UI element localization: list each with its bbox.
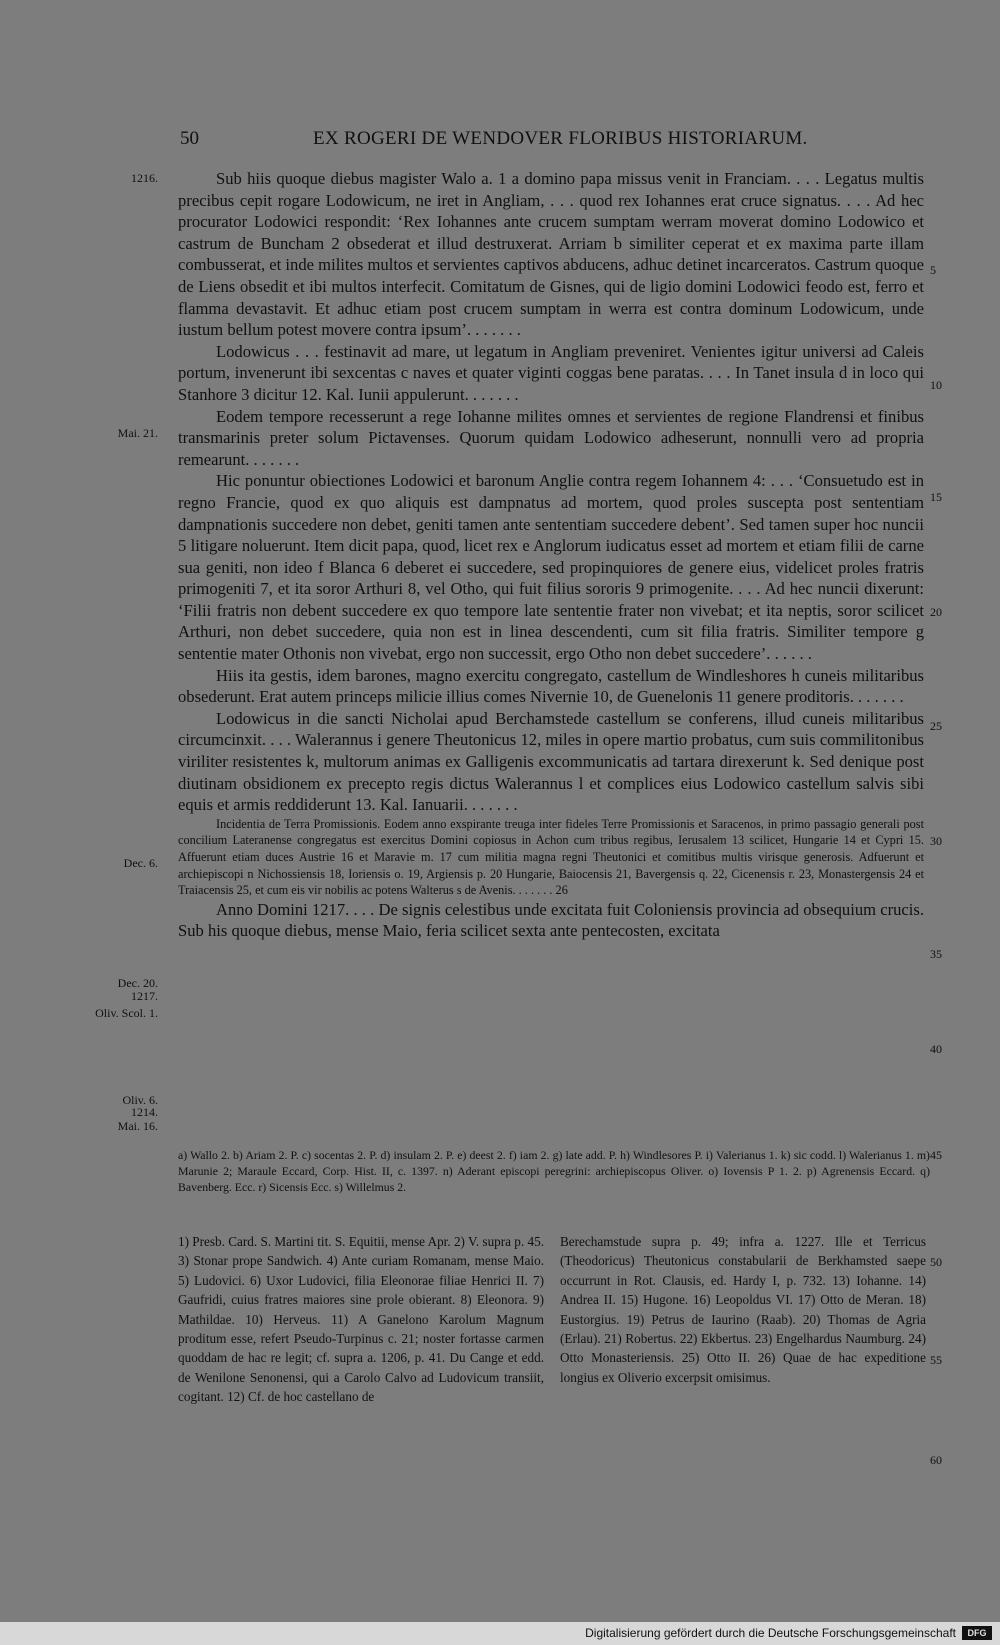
paragraph: Hiis ita gestis, idem barones, magno exercitu congregato, castellum de Windleshores h cuneis militaribus obsederunt. Erat autem princeps milicie illius comes Nivernie 10, de Guenelonis 11 genere proditoris. . . . . . . [178, 665, 924, 707]
margin-note: Dec. 6. [123, 856, 158, 870]
line-number: 40 [930, 1042, 942, 1056]
line-number: 45 [930, 1148, 942, 1162]
line-number: 5 [930, 263, 936, 277]
line-number: 10 [930, 378, 942, 392]
line-number: 15 [930, 490, 942, 504]
margin-note: Dec. 20. [117, 976, 158, 990]
running-title: EX ROGERI DE WENDOVER FLORIBUS HISTORIARUM. [313, 128, 808, 149]
margin-note: 1217. [131, 989, 158, 1003]
paragraph-small: Incidentia de Terra Promissionis. Eodem anno exspirante treuga inter fideles Terre Promissionis et Saracenos, in primo passagio generali post concilium Lateranense congregatus est exercitus Domini copiosus in Achon cum tribus regibus, Ierusalem 13 scilicet, Hungarie 14 et Cypri 15. Affuerunt etiam duces Austrie 16 et Maravie m. 17 cum militia magna regni Theutonici et comitibus multis virisque generosis. Adfuerunt et archiepiscopi n Nichossiensis 18, Ioriensis o. 19, Argiensis p. 20 Hungarie, Baiocensis 21, Bavergensis q. 22, Cicenensis r. 23, Monastergensis 24 et Traiacensis 25, et cum eis vir nobilis ac potens Walterus s de Avenis. . . . . . . 26 [178, 816, 924, 898]
footnotes-right-column [560, 1232, 926, 1387]
footnotes-text: Berechamstude supra p. 49; infra a. 1227. Ille et Terricus (Theodoricus) Theutonicus constabularii de Berkhamsted saepe occurrunt in Rot. Clausis, ed. Hardy I, p. 732. 13) Iohanne. 14) Andrea II. 15) Hugone. 16) Leopoldus VI. 17) Otto de Meran. 18) Eustorgius. 19) Petrus de Iaurino (Raab). 20) Thomas de Agria (Erlau). 21) Robertus. 22) Ekbertus. 23) Engelhardus Naumburg. 24) Otto Monasteriensis. 25) Otto II. 26) Quae de hac expeditione longius ex Oliverio excerpsit omisimus. [560, 1234, 926, 1385]
margin-note: Oliv. Scol. 1. [95, 1006, 158, 1020]
line-number: 50 [930, 1255, 942, 1269]
dfg-logo: DFG [962, 1626, 992, 1640]
page-number: 50 [180, 128, 199, 149]
margin-note: Mai. 21. [117, 426, 158, 440]
paragraph: Anno Domini 1217. . . . De signis celestibus unde excitata fuit Coloniensis provincia ad obsequium crucis. Sub his quoque diebus, mense Maio, feria scilicet sexta ante pentecosten, excitata [178, 899, 924, 941]
line-number: 55 [930, 1353, 942, 1367]
main-text [178, 168, 924, 942]
line-number: 25 [930, 719, 942, 733]
running-header [180, 128, 930, 154]
footnotes-left-column [178, 1232, 544, 1407]
margin-note: Mai. 16. [117, 1119, 158, 1133]
paragraph: Sub hiis quoque diebus magister Walo a. 1 a domino papa missus venit in Franciam. . . . Legatus multis precibus cepit rogare Lodowicum, ne iret in Angliam, . . . quod rex Iohannes erat cruce signatus. . . . Ad hec procurator Lodowici respondit: ‘Rex Iohannes ante crucem sumptam werram moverat domino Lodowico et castrum de Buncham 2 obsederat et illud destruxerat. Arriam b similiter ceperat et ex maxima parte illam combusserat, et inde milites multos et servientes captivos abducens, adhuc detinet incarceratos. Castrum quoque de Liens obsedit et ibi multos interfecit. Comitatum de Gisnes, qui de ligio domini Lodowici feodo est, ferro et flamma devastavit. Et adhuc etiam post crucem sumptam in werra est contra dominum Lodowicum, unde iustum bellum potest movere contra ipsum’. . . . . . . [178, 169, 924, 340]
paragraph: Lodowicus in die sancti Nicholai apud Berchamstede castellum se conferens, illud cuneis militaribus circumcinxit. . . . Walerannus i genere Theutonicus 12, miles in opere martio probatus, cum suis commilitonibus viriliter resistentes k, multorum animas ex Galligenis excommunicatis ad tartara direxerunt k. Sed denique post diutinam obsidionem ex precepto regis dictus Walerannus l et complices eius Lodowico castellum salvis sibi equis et armis reddiderunt 13. Kal. Ianuarii. . . . . . . [178, 708, 924, 815]
line-number: 60 [930, 1453, 942, 1467]
paragraph: Eodem tempore recesserunt a rege Iohanne milites omnes et servientes de regione Flandrensi et finibus transmarinis preter solum Pictavenses. Quorum quidam Lodowico adheserunt, nonnulli vero ad propria remearunt. . . . . . . [178, 406, 924, 469]
paragraph: Lodowicus . . . festinavit ad mare, ut legatum in Angliam preveniret. Venientes igitur universi ad Caleis portum, invenerunt ibi sexcentas c naves et quater viginti coggas bene paratas. . . . In Tanet insula d in loco qui Stanhore 3 dicitur 12. Kal. Iunii appulerunt. . . . . . . [178, 341, 924, 404]
margin-note: 1214. [131, 1105, 158, 1119]
footer-credit: Digitalisierung gefördert durch die Deutsche Forschungsgemeinschaft [585, 1626, 956, 1640]
footnotes-text: 1) Presb. Card. S. Martini tit. S. Equitii, mense Apr. 2) V. supra p. 45. 3) Stonar prope Sandwich. 4) Ante curiam Romanam, mense Maio. 5) Ludovici. 6) Uxor Ludovici, filia Eleonorae filiae Henrici II. 7) Gaufridi, cuius fratres maiores sine prole obierant. 8) Eleonora. 9) Mathildae. 10) Herveus. 11) A Ganelono Karolum Magnum proditum esse, refert Pseudo-Turpinus c. 21; noster fortasse carmen quoddam de hac re legit; cf. supra a. 1206, p. 41. Du Cange et edd. de Wenilone Senonensi, qui a Carolo Calvo ad Ludovicum transiit, cogitant. 12) Cf. de hoc castellano de [178, 1234, 544, 1405]
footer-bar [0, 1622, 1000, 1645]
line-number: 20 [930, 605, 942, 619]
apparatus-text: a) Wallo 2. b) Ariam 2. P. c) socentas 2. P. d) insulam 2. P. e) deest 2. f) iam 2. g) late add. P. h) Windlesores P. i) Valerianus 1. k) sic codd. l) Walerianus 1. m) Marunie 2; Maraule Eccard, Corp. Hist. II, c. 1397. n) Aderant episcopi peregrini: archiepiscopus Oliver. o) Iovensis P 1. 2. p) Agrenensis Eccard. q) Bavenberg. Ecc. r) Sicensis Ecc. s) Willelmus 2. [178, 1148, 930, 1194]
critical-apparatus [178, 1147, 930, 1195]
margin-note: 1216. [131, 171, 158, 185]
margin-note: Oliv. 6. [122, 1093, 158, 1107]
paragraph: Hic ponuntur obiectiones Lodowici et baronum Anglie contra regem Iohannem 4: . . . ‘Consuetudo est in regno Francie, quod ex quo aliquis est dampnatus ad mortem, quod proles suscepta post sententiam dampnationis succedere non debet, geniti tamen ante sententiam succedere debent’. Sed tamen super hoc nuncii 5 litigare noluerunt. Item dicit papa, quod, licet rex e Anglorum iudicatus esset ad mortem et etiam filii de carne sua geniti, non ideo f Blanca 6 deberet ei succedere, sed propinquiores de genere eius, videlicet proles fratris primogeniti 7, et ita soror Arthuri 8, vel Otho, qui fuit filius sororis 9 primogenite. . . . Ad hec nuncii dixerunt: ‘Filii fratris non debent succedere ex quo tempore late sententie frater non vivebat; et ita neptis, soror scilicet Arthuri, non debet succedere, quia non est in linea descendenti, cum sit filia fratris. Similiter tempore g sententie mater Othonis non vivebat, ergo non successit, ergo Otho non debet succedere’. . . . . . [178, 471, 924, 664]
line-number: 30 [930, 834, 942, 848]
line-number: 35 [930, 947, 942, 961]
